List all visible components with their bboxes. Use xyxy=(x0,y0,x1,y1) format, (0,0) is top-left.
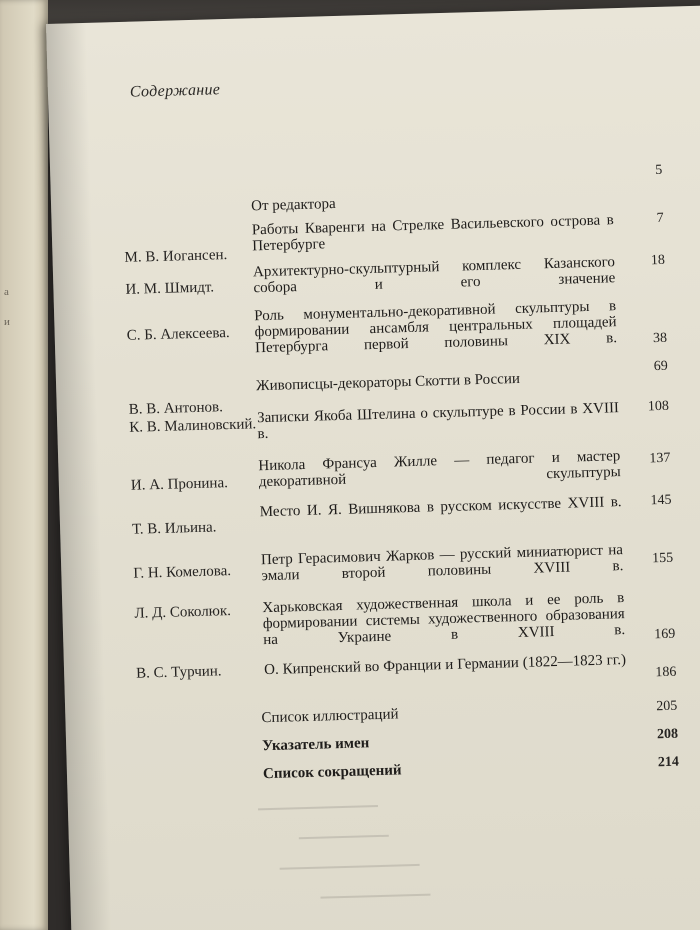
toc-page-number: 145 xyxy=(650,492,672,509)
show-through xyxy=(258,805,378,810)
toc-author: В. В. Антонов. xyxy=(128,399,224,418)
toc-author: Г. Н. Комелова. xyxy=(133,563,232,582)
toc-entry xyxy=(66,726,700,755)
toc-entry xyxy=(62,588,700,649)
gutter-shadow xyxy=(46,23,112,930)
toc-entry xyxy=(64,650,700,682)
toc-author: И. А. Пронина. xyxy=(130,475,229,494)
toc-author: С. Б. Алексеева. xyxy=(126,324,230,344)
toc-title: Никола Франсуа Жилле — педагог и мастер декоративной скульптуры xyxy=(258,448,621,491)
toc-entry xyxy=(58,446,698,494)
toc-title: Место И. Я. Вишнякова в русском искусстве XVIII в. xyxy=(259,494,622,521)
show-through xyxy=(280,864,420,870)
toc-title: Список сокращений xyxy=(262,762,402,783)
toc-page-number: 205 xyxy=(656,698,678,715)
toc-author: Т. В. Ильина. xyxy=(131,519,217,538)
toc-entry xyxy=(54,296,694,357)
toc-page-number: 7 xyxy=(656,210,664,227)
toc-entry xyxy=(65,698,700,727)
toc-title: Работы Кваренги на Стрелке Васильевского острова в Петербурге xyxy=(251,212,614,255)
toc-entry xyxy=(61,540,700,585)
toc-title: О. Кипренский во Франции и Германии (1822—1823 гг.) xyxy=(263,652,627,679)
toc-title: Указатель имен xyxy=(262,735,370,755)
toc-author: М. В. Иогансен. xyxy=(124,247,228,266)
toc-page-number: 155 xyxy=(651,550,674,567)
toc-entry xyxy=(51,162,691,215)
toc-author: К. В. Малиновский. xyxy=(129,416,257,436)
toc-page-number: 38 xyxy=(652,330,668,347)
toc-page-number: 214 xyxy=(657,754,680,771)
toc-title: Роль монументально-декоративной скульптуры в формировании ансамбля центральных площадей Петербурга первой половины XIX в. xyxy=(254,298,618,357)
toc-page-number: 169 xyxy=(654,626,676,643)
book-page xyxy=(46,4,700,930)
margin-mark: а xyxy=(4,286,9,298)
left-page-edge xyxy=(0,0,48,930)
show-through xyxy=(320,894,430,899)
toc-author: Л. Д. Соколюк. xyxy=(134,603,232,622)
toc-title: Петр Герасимович Жарков — русский миниатюрист на эмали второй половины XVIII в. xyxy=(260,542,624,585)
page-title: Содержание xyxy=(129,81,221,101)
toc-author: В. С. Турчин. xyxy=(135,663,222,682)
margin-mark: и xyxy=(4,316,10,328)
toc-title: Живописцы-декораторы Скотти в России xyxy=(255,370,521,395)
toc-title: Харьковская художественная школа и ее роль в формировании системы художественного образования на Украине в XVIII в. xyxy=(262,590,626,649)
toc-title: Список иллюстраций xyxy=(261,706,399,727)
toc-page-number: 208 xyxy=(656,726,679,743)
toc-page-number: 186 xyxy=(655,664,677,681)
toc-title: Записки Якоба Штелина о скульптуре в России в XVIII в. xyxy=(256,400,620,443)
toc-title: От редактора xyxy=(250,195,336,215)
show-through xyxy=(299,835,389,840)
toc-page-number: 69 xyxy=(653,358,669,375)
toc-title: Архитектурно-скульптурный комплекс Казанского собора и его значение xyxy=(252,254,616,297)
toc-author: И. М. Шмидт. xyxy=(125,279,215,298)
toc-page-number: 18 xyxy=(650,252,666,269)
toc-entry xyxy=(60,492,700,538)
toc-page-number: 137 xyxy=(649,450,671,467)
toc-page-number: 108 xyxy=(647,398,670,415)
toc-page-number: 5 xyxy=(655,162,663,179)
toc-entry xyxy=(67,754,700,783)
